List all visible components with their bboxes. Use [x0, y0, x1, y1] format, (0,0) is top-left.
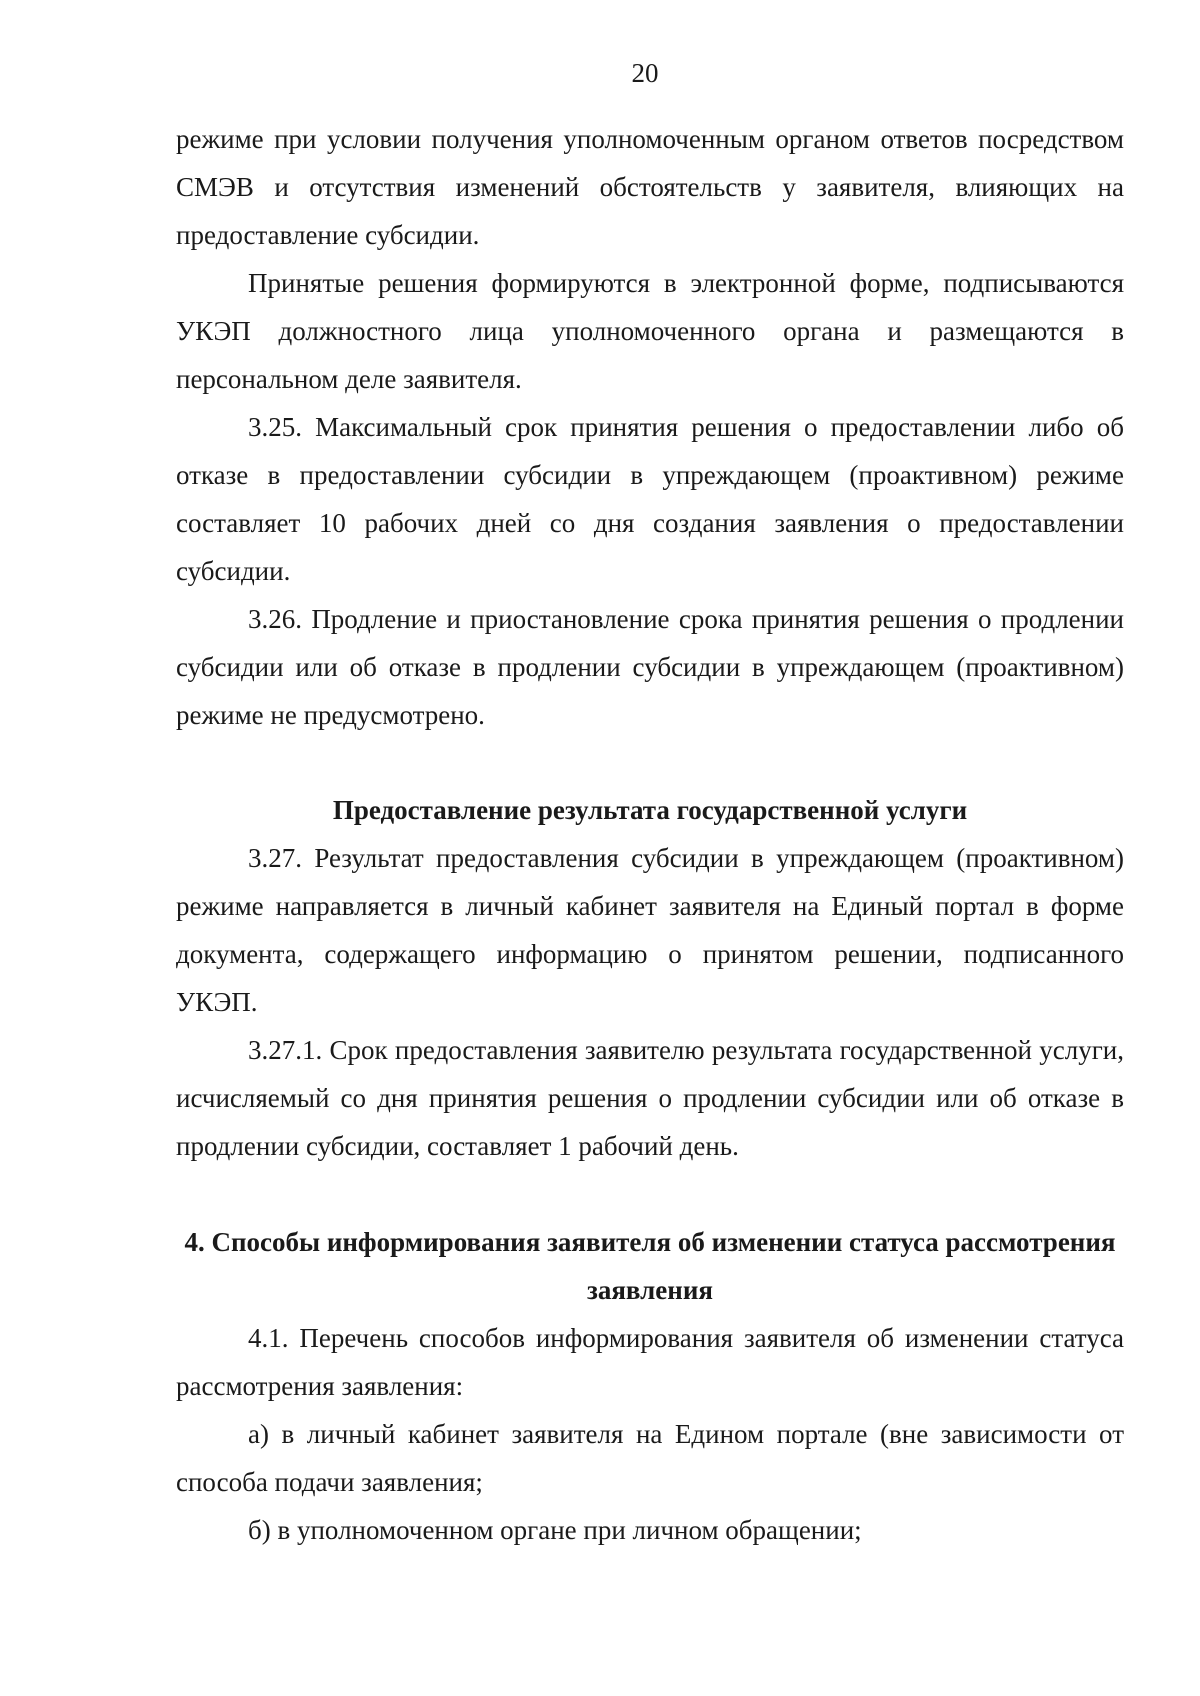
- list-item-a: а) в личный кабинет заявителя на Едином портале (вне зависимости от способа подачи заявления;: [176, 1419, 1124, 1497]
- section-heading-4: 4. Способы информирования заявителя об изменении статуса рассмотрения заявления: [184, 1227, 1116, 1305]
- paragraph-3-25: 3.25. Максимальный срок принятия решения о предоставлении либо об отказе в предоставлении субсидии в упреждающем (проактивном) режиме составляет 10 рабочих дней со дня создания заявления о предоставлении субсидии.: [176, 412, 1124, 586]
- spacer: [176, 1170, 1124, 1218]
- section-heading-result: Предоставление результата государственной услуги: [332, 795, 968, 825]
- paragraph-4-1: 4.1. Перечень способов информирования заявителя об изменении статуса рассмотрения заявления:: [176, 1323, 1124, 1401]
- paragraph-decisions: Принятые решения формируются в электронной форме, подписываются УКЭП должностного лица уполномоченного органа и размещаются в персональном деле заявителя.: [176, 268, 1124, 394]
- page-number: 20: [631, 58, 659, 88]
- document-body: [176, 115, 1124, 1554]
- paragraph-3-26: 3.26. Продление и приостановление срока принятия решения о продлении субсидии или об отказе в продлении субсидии в упреждающем (проактивном) режиме не предусмотрено.: [176, 604, 1124, 730]
- paragraph-3-27: 3.27. Результат предоставления субсидии в упреждающем (проактивном) режиме направляется в личный кабинет заявителя на Единый портал в форме документа, содержащего информацию о принятом решении, подписанного УКЭП.: [176, 843, 1124, 1017]
- paragraph-3-27-1: 3.27.1. Срок предоставления заявителю результата государственной услуги, исчисляемый со дня принятия решения о продлении субсидии или об отказе в продлении субсидии, составляет 1 рабочий день.: [176, 1035, 1124, 1161]
- spacer: [176, 739, 1124, 786]
- paragraph-continuation: режиме при условии получения уполномоченным органом ответов посредством СМЭВ и отсутствия изменений обстоятельств у заявителя, влияющих на предоставление субсидии.: [176, 124, 1124, 250]
- list-item-b: б) в уполномоченном органе при личном обращении;: [248, 1515, 862, 1545]
